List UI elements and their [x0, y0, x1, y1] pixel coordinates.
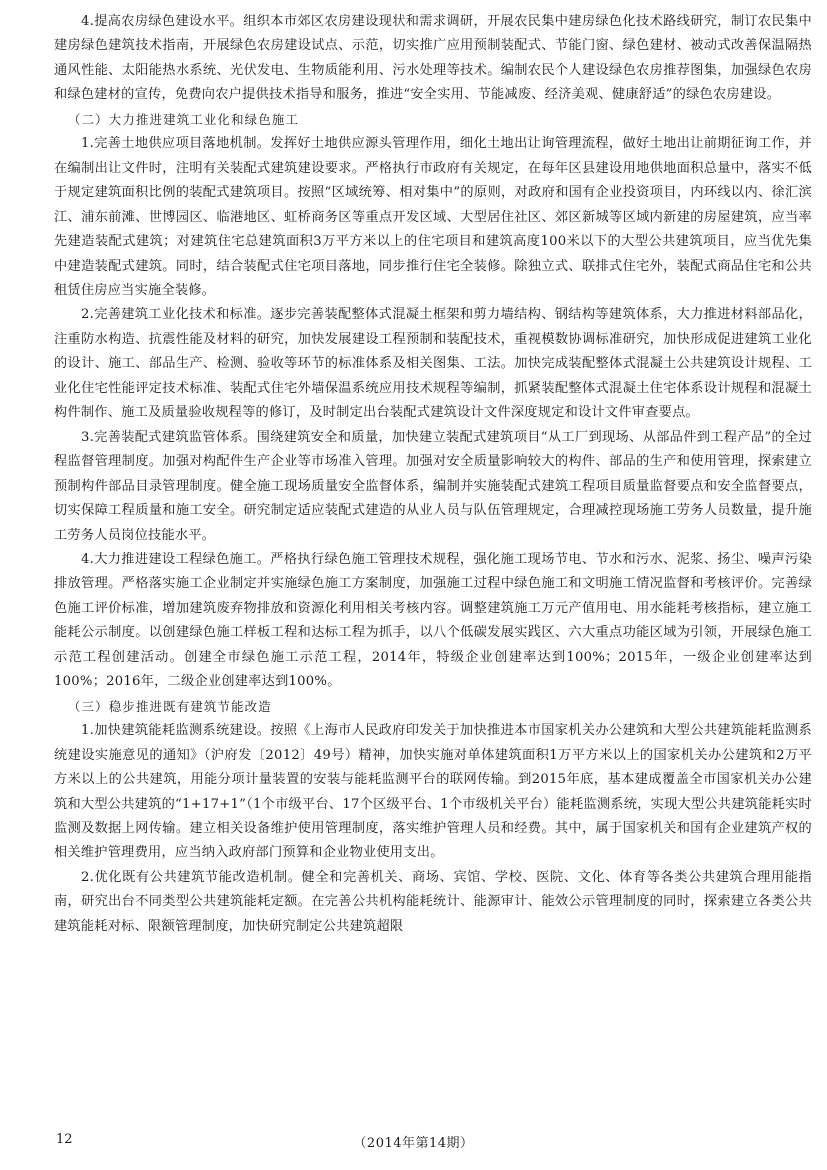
- paragraph-land-supply: 1.完善土地供应项目落地机制。发挥好土地供应源头管理作用，细化土地出让询管理流程，做好土地出让前期征询工作，并在编制出让文件时，注明有关装配式建筑建设要求。严格执行市政府有关规定，在每年区县建设用地供地面积总量中，落实不低于规定建筑面积比例的装配式建筑项目。按照“区域统筹、相对集中”的原则，对政府和国有企业投资项目，内环线以内、徐汇滨江、浦东前滩、世博园区、临港地区、虹桥商务区等重点开发区域、大型居住社区、郊区新城等区域内新建的房屋建筑，应当率先建造装配式建筑；对建筑住宅总建筑面积3万平方米以上的住宅项目和建筑高度100米以下的大型公共建筑项目，应当优先集中建造装配式建筑。同时，结合装配式住宅项目落地，同步推行住宅全装修。除独立式、联排式住宅外，装配式商品住宅和公共租赁住房应当实施全装修。: [54, 136, 812, 298]
- paragraph-energy-monitoring: 1.加快建筑能耗监测系统建设。按照《上海市人民政府印发关于加快推进本市国家机关办公建筑和大型公共建筑能耗监测系统建设实施意见的通知》（沪府发〔2012〕49号）精神，加快实施对单体建筑面积1万平方米以上的国家机关办公建筑和2万平方米以上的公共建筑，用能分项计量装置的安装与能耗监测平台的联网传输。到2015年底，基本建成覆盖全市国家机关办公建筑和大型公共建筑的“1+17+1”（1个市级平台、17个区级平台、1个市级机关平台）能耗监测系统，实现大型公共建筑能耗实时监测及数据上网传输。建立相关设备维护使用管理制度，落实维护管理人员和经费。其中，属于国家机关和国有企业建筑产权的相关维护管理费用，应当纳入政府部门预算和企业物业使用支出。: [54, 723, 812, 861]
- issue-label: （2014年第14期）: [353, 1136, 474, 1151]
- paragraph-green-construction: 4.大力推进建设工程绿色施工。严格执行绿色施工管理技术规程，强化施工现场节电、节水和污水、泥浆、扬尘、噪声污染排放管理。严格落实施工企业制定并实施绿色施工方案制度，加强施工过程中绿色施工和文明施工情况监督和考核评价。完善绿色施工评价标准，增加建筑废弃物排放和资源化利用相关考核内容。调整建筑施工万元产值用电、用水能耗考核指标，建立施工能耗公示制度。以创建绿色施工样板工程和达标工程为抓手，以八个低碳发展实践区、六大重点功能区域为引领，开展绿色施工示范工程创建活动。创建全市绿色施工示范工程，2014年，特级企业创建率达到100%；2015年，一级企业创建率达到100%；2016年，二级企业创建率达到100%。: [54, 551, 812, 690]
- page-footer: [0, 1132, 827, 1156]
- paragraph-retrofit-mechanism: 2.优化既有公共建筑节能改造机制。健全和完善机关、商场、宾馆、学校、医院、文化、体育等各类公共建筑合理用能指南，研究出台不同类型公共建筑能耗定额。在完善公共机构能耗统计、能源审计、能效公示管理制度的同时，探索建立各类公共建筑能耗对标、限额管理制度，加快研究制定公共建筑超限: [54, 869, 812, 934]
- section-heading-industrialization: （二）大力推进建筑工业化和绿色施工: [68, 111, 300, 127]
- document-page: [54, 10, 812, 939]
- paragraph-supervision-system: 3.完善装配式建筑监管体系。围绕建筑安全和质量，加快建立装配式建筑项目“从工厂到现场、从部品件到工程产品”的全过程监督管理制度。加强对构配件生产企业等市场准入管理。加强对安全质量影响较大的构件、部品的生产和使用管理，探索建立预制构件部品目录管理制度。健全施工现场质量安全监督体系，编制并实施装配式建筑工程项目质量监督要点和安全监督要点，切实保障工程质量和施工安全。研究制定适应装配式建造的从业人员与队伍管理规定，合理减控现场施工劳务人员数量，提升施工劳务人员岗位技能水平。: [54, 429, 812, 543]
- paragraph-technical-standards: 2.完善建筑工业化技术和标准。逐步完善装配整体式混凝土框架和剪力墙结构、钢结构等建筑体系，大力推进材料部品化，注重防水构造、抗震性能及材料的研究，加快发展建设工程预制和装配技术，重视模数协调标准研究，加快形成促进建筑工业化的设计、施工、部品生产、检测、验收等环节的标准体系及相关图集、工法。加快完成装配整体式混凝土公共建筑设计规程、工业化住宅性能评定技术标准、装配式住宅外墙保温系统应用技术规程等编制，抓紧装配整体式混凝土住宅体系设计规程和混凝土构件制作、施工及质量验收规程等的修订，及时制定出台装配式建筑设计文件深度规定和设计文件审查要点。: [54, 307, 812, 421]
- section-heading-energy-retrofit: （三）稳步推进既有建筑节能改造: [68, 698, 272, 714]
- paragraph-rural-housing: 4.提高农房绿色建设水平。组织本市郊区农房建设现状和需求调研，开展农民集中建房绿色化技术路线研究，制订农民集中建房绿色建筑技术指南，开展绿色农房建设试点、示范，切实推广应用预制装配式、节能门窗、绿色建材、被动式改善保温隔热通风性能、太阳能热水系统、光伏发电、生物质能利用、污水处理等技术。编制农民个人建设绿色农房推荐图集，加强绿色农房和绿色建材的宣传，免费向农户提供技术指导和服务，推进“安全实用、节能减废、经济美观、健康舒适”的绿色农房建设。: [54, 14, 812, 103]
- page-number: 12: [56, 1132, 73, 1147]
